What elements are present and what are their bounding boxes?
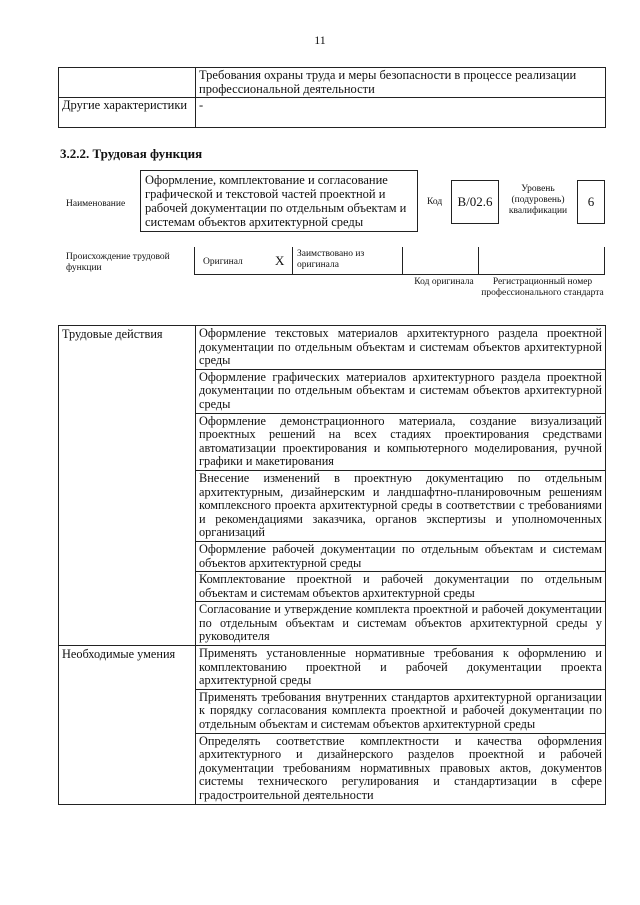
labor-safety-text: Требования охраны труда и меры безопасности в процессе реализации профессиональной деятельности <box>196 68 606 98</box>
page-number: 11 <box>314 33 326 47</box>
labor-action-item: Оформление текстовых материалов архитектурного раздела проектной документации по отдельным объектам и системам объектов архитектурной среды <box>196 326 606 370</box>
skill-item: Применять установленные нормативные требования к оформлению и комплектованию проектной и рабочей документации проекта архитектурной среды <box>196 646 606 690</box>
section-title: 3.2.2. Трудовая функция <box>60 146 203 161</box>
labor-action-item: Оформление демонстрационного материала, создание визуализаций проектных решений на всех стадиях проектирования средствами автоматизации проектирования и компьютерного моделирования, ручной графики и макетирования <box>196 413 606 470</box>
function-name-box: Оформление, комплектование и согласование графической и текстовой частей проектной и рабочей документации по отдельным объектам и системам объектов архитектурной среды <box>140 170 418 232</box>
table-row <box>59 326 606 370</box>
code-value-box: B/02.6 <box>451 180 499 224</box>
table-row <box>59 646 606 690</box>
labor-action-item: Комплектование проектной и рабочей документации по отдельным объектам и системам объектов архитектурной среды <box>196 572 606 602</box>
labor-action-item: Согласование и утверждение комплекта проектной и рабочей документации по отдельным объектам и системам объектов архитектурной среды у руководителя <box>196 602 606 646</box>
other-characteristics-label: Другие характеристики <box>59 98 196 128</box>
divider <box>402 247 403 275</box>
code-original-caption: Код оригинала <box>414 277 474 287</box>
skills-label: Необходимые умения <box>59 646 196 805</box>
function-details-table <box>58 325 606 805</box>
table-row <box>59 98 606 128</box>
empty-cell <box>59 68 196 98</box>
registration-number-caption: Регистрационный номер профессионального стандарта <box>481 277 604 298</box>
skill-item: Применять требования внутренних стандартов архитектурной организации к порядку согласования комплекта проектной и рабочей документации по отдельным объектам и системам объектов архитектурной среды <box>196 689 606 733</box>
labor-action-item: Оформление рабочей документации по отдельным объектам и системам объектов архитектурной среды <box>196 541 606 571</box>
labor-action-item: Внесение изменений в проектную документацию по отдельным архитектурным, дизайнерским и ландшафтно-планировочным решениям комплексного проекта архитектурной среды в соответствии с требованиями и рекомендациями заказчика, органов экспертизы и уполномоченных организаций <box>196 470 606 541</box>
table-row <box>59 68 606 98</box>
name-label: Наименование <box>66 199 126 209</box>
original-mark: X <box>275 253 285 268</box>
code-label: Код <box>427 197 443 207</box>
borrowed-label: Заимствовано из оригинала <box>297 249 365 270</box>
origin-row <box>194 247 605 275</box>
characteristics-table <box>58 67 606 128</box>
divider <box>292 247 293 275</box>
labor-actions-label: Трудовые действия <box>59 326 196 646</box>
level-value-box: 6 <box>577 180 605 224</box>
original-label: Оригинал <box>203 257 243 267</box>
origin-label: Происхождение трудовой функции <box>66 252 170 273</box>
level-label: Уровень (подуровень) квалификации <box>508 184 568 216</box>
divider <box>478 247 479 275</box>
labor-action-item: Оформление графических материалов архитектурного раздела проектной документации по отдельным объектам и системам объектов архитектурной среды <box>196 369 606 413</box>
skill-item: Определять соответствие комплектности и качества оформления архитектурного и дизайнерского разделов проектной и рабочей документации требованиям нормативных правовых актов, документов системы технического регулирования и стандартизации в сфере градостроительной деятельности <box>196 733 606 804</box>
other-characteristics-value: - <box>196 98 606 128</box>
